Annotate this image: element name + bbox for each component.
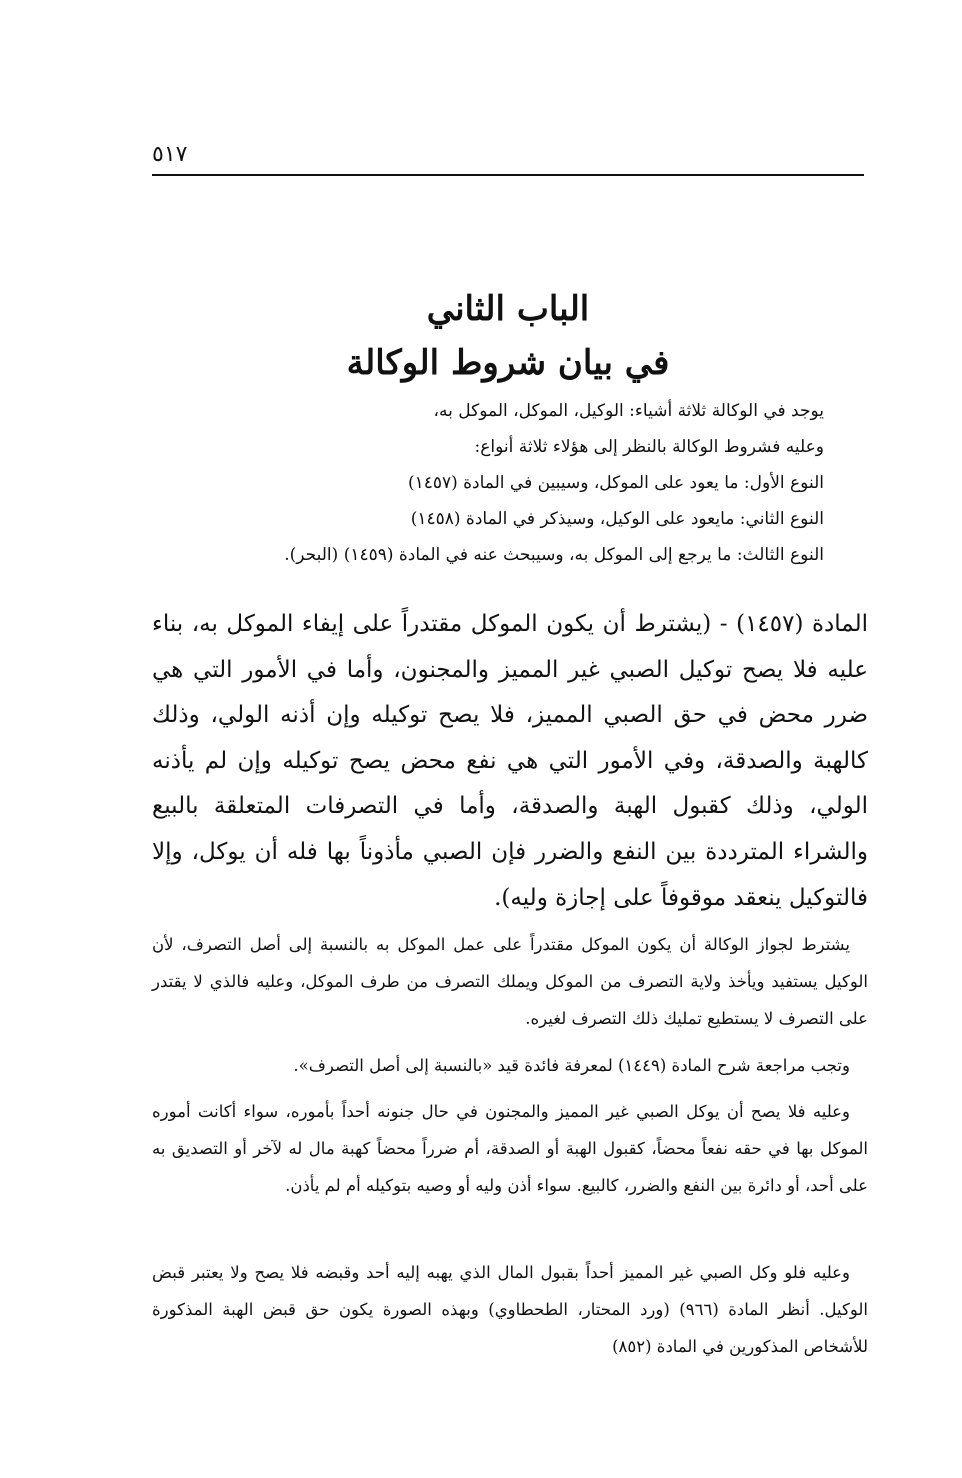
commentary-paragraph: يشترط لجواز الوكالة أن يكون الموكل مقتدراً على عمل الموكل به بالنسبة إلى أصل التصرف، لأن الوكيل يستفيد ويأخذ ولاية التصرف من الموكل ويملك التصرف من طرف الموكل، وعليه فالذي لا يقتدر على التصرف لا يستطيع تمليك ذلك التصرف لغيره. [152,935,869,1028]
chapter-subtitle: في بيان شروط الوكالة [346,343,670,383]
commentary-paragraph: وعليه فلا يصح أن يوكل الصبي غير المميز والمجنون في حال جنونه أحداً بأموره، سواء أكانت أموره الموكل بها في حقه نفعاً محضاً، كقبول الهبة أو الصدقة، أم ضرراً محضاً كهبة مال له لآخر أو التصديق به على أحد، أو دائرة بين النفع والضرر، كالبيع. سواء أذن وليه أو وصيه بتوكيله أم لم يأذن. [152,1102,868,1195]
intro-line: يوجد في الوكالة ثلاثة أشياء: الوكيل، الموكل، الموكل به، [433,401,824,421]
page-number: ٥١٧ [152,142,188,167]
article-1457-text: المادة (١٤٥٧) - (يشترط أن يكون الموكل مقتدراً على إيفاء الموكل به، بناء عليه فلا يصح توكيل الصبي غير المميز والمجنون، وأما في الأمور التي هي ضرر محض في حق الصبي المميز، فلا يصح توكيله وإن أذنه الولي، وذلك كالهبة والصدقة، وفي الأمور التي هي نفع محض يصح توكيله وإن لم يأذنه الولي، وذلك كقبول الهبة والصدقة، وأما في التصرفات المتعلقة بالبيع والشراء المترددة بين النفع والضرر فإن الصبي مأذوناً بها فله أن يوكل، وإلا فالتوكيل ينعقد موقوفاً على إجازة وليه). [152,611,868,911]
commentary-paragraph: وتجب مراجعة شرح المادة (١٤٤٩) لمعرفة فائدة قيد «بالنسبة إلى أصل التصرف». [293,1056,850,1075]
intro-line: النوع الأول: ما يعود على الموكل، وسيبين في المادة (١٤٥٧) [407,473,824,493]
commentary-paragraph: وعليه فلو وكل الصبي غير المميز أحداً بقبول المال الذي يهبه إليه أحد وقبضه فلا يصح ولا يعتبر قبض الوكيل. أنظر المادة (٩٦٦) (ورد المحتار، الطحطاوي) وبهذه الصورة يكون حق قبض الهبة المذكورة للأشخاص المذكورين في المادة (٨٥٢) [152,1263,868,1356]
page-header [152,140,864,176]
chapter-heading [152,282,864,390]
intro-line: النوع الثالث: ما يرجع إلى الموكل به، وسيبحث عنه في المادة (١٤٥٩) (البحر). [284,545,824,565]
intro-line: النوع الثاني: مايعود على الوكيل، وسيذكر في المادة (١٤٥٨) [410,509,824,529]
chapter-title: الباب الثاني [426,289,590,329]
intro-list [212,393,824,573]
intro-line: وعليه فشروط الوكالة بالنظر إلى هؤلاء ثلاثة أنواع: [474,437,824,457]
